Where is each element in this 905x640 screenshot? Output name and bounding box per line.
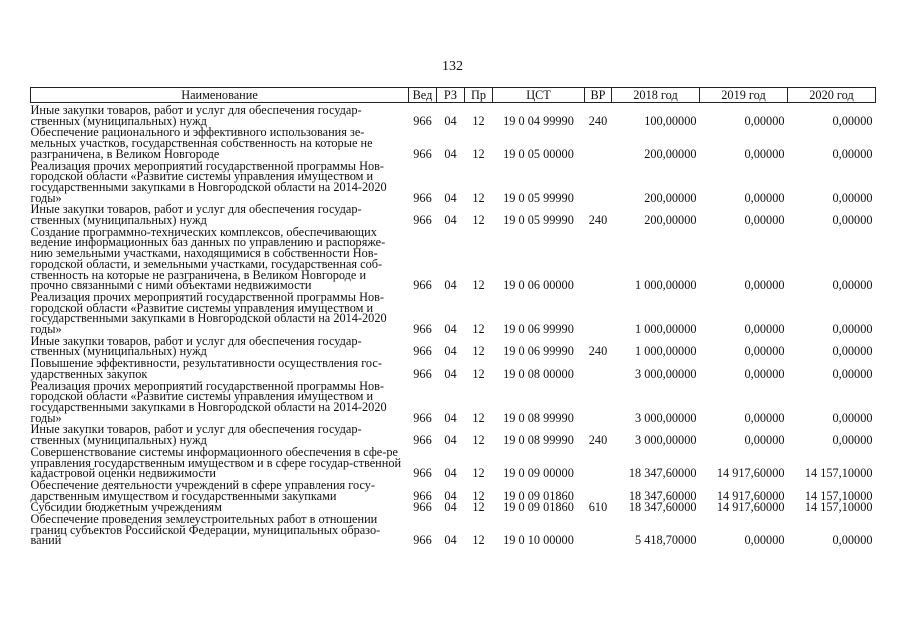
cell-2018: 1 000,00000: [635, 344, 697, 359]
table-row: [31, 423, 876, 445]
cell-2018: 3 000,00000: [635, 433, 697, 448]
cell-name: Иные закупки товаров, работ и услуг для обеспечения государ-ственных (муниципальных) нужд: [30, 103, 362, 128]
cell-2019: 0,00000: [744, 146, 785, 161]
cell-vr: 240: [588, 433, 608, 448]
cell-rz: 04: [444, 278, 457, 293]
cell-ved: 966: [413, 533, 432, 548]
cell-rz: 04: [444, 213, 457, 228]
cell-2020: 0,00000: [832, 344, 873, 359]
cell-vr: 240: [588, 113, 608, 128]
cell-2020: 0,00000: [832, 190, 873, 205]
cell-cst: 19 0 09 00000: [503, 466, 574, 481]
cell-rz: 04: [444, 433, 457, 448]
cell-vr: [585, 160, 612, 204]
cell-ved: 966: [413, 278, 432, 293]
cell-ved: 966: [413, 213, 432, 228]
table-row: [31, 160, 876, 204]
cell-ved: 966: [413, 488, 432, 503]
col-header-2020: 2020 год: [788, 88, 876, 103]
cell-rz: 04: [444, 500, 457, 515]
cell-rz: 04: [444, 366, 457, 381]
cell-2019: 0,00000: [744, 322, 785, 337]
cell-pr: 12: [472, 113, 485, 128]
cell-cst: 19 0 05 99990: [503, 190, 574, 205]
cell-vr: [585, 479, 612, 501]
cell-ved: 966: [413, 322, 432, 337]
cell-pr: 12: [472, 146, 485, 161]
cell-rz: 04: [444, 190, 457, 205]
cell-2019: 0,00000: [744, 433, 785, 448]
cell-ved: 966: [413, 113, 432, 128]
cell-2020: 0,00000: [832, 322, 873, 337]
cell-name: Создание программно-технических комплексов, обеспечивающих ведение информационных баз данных по управлению и распоряже-нию земельными участками, находящимися в собственности Нов-городской области, и земельными участками, государственная соб-ственность на которые не разграничена, в Великом Новгороде и прочно связанными с ними объектами недвижимости: [30, 224, 386, 293]
cell-2019: 0,00000: [744, 190, 785, 205]
table-row: [31, 335, 876, 357]
cell-rz: 04: [444, 533, 457, 548]
table-row: [31, 446, 876, 479]
cell-2019: 0,00000: [744, 344, 785, 359]
cell-ved: 966: [413, 366, 432, 381]
cell-name: Совершенствование системы информационного обеспечения в сфе-ре управления государственным имуществом и в сфере государ-ственной кадастровой оценки недвижимости: [30, 444, 402, 481]
cell-pr: 12: [472, 410, 485, 425]
cell-vr: [585, 357, 612, 379]
cell-cst: 19 0 06 00000: [503, 278, 574, 293]
cell-2019: 14 917,60000: [716, 488, 785, 503]
cell-2019: 14 917,60000: [716, 466, 785, 481]
cell-rz: 04: [444, 344, 457, 359]
cell-2018: 100,00000: [644, 113, 697, 128]
cell-cst: 19 0 04 99990: [503, 113, 574, 128]
cell-pr: 12: [472, 322, 485, 337]
col-header-rz: РЗ: [437, 88, 465, 103]
cell-name: Обеспечение рационального и эффективного использования зе-мельных участков, государственная собственность на которые не разграничена, в Великом Новгороде: [30, 125, 373, 161]
cell-cst: 19 0 09 01860: [503, 488, 574, 503]
cell-name: Иные закупки товаров, работ и услуг для обеспечения государ-ственных (муниципальных) нужд: [30, 333, 362, 359]
cell-2018: 3 000,00000: [635, 410, 697, 425]
cell-pr: 12: [472, 433, 485, 448]
cell-vr: [585, 513, 612, 546]
table-row: [31, 203, 876, 225]
cell-name: Субсидии бюджетным учреждениям: [30, 500, 222, 515]
cell-pr: 12: [472, 344, 485, 359]
table-row: [31, 103, 876, 127]
table-row: [31, 479, 876, 501]
cell-2019: 0,00000: [744, 410, 785, 425]
col-header-ved: Вед: [409, 88, 437, 103]
cell-name: Реализация прочих мероприятий государственной программы Нов-городской области «Развитие системы управления имуществом и государственными закупками в Новгородской области на 2014-2020 годы»: [30, 158, 387, 205]
cell-name: Обеспечение деятельности учреждений в сфере управления госу-дарственным имуществом и государственными закупками: [30, 477, 375, 503]
cell-2018: 18 347,60000: [628, 500, 697, 515]
cell-vr: [585, 446, 612, 479]
cell-2018: 18 347,60000: [628, 466, 697, 481]
cell-rz: 04: [444, 113, 457, 128]
cell-2018: 1 000,00000: [635, 322, 697, 337]
cell-name: Иные закупки товаров, работ и услуг для обеспечения государ-ственных (муниципальных) нужд: [30, 202, 362, 228]
cell-2020: 0,00000: [832, 213, 873, 228]
cell-cst: 19 0 06 99990: [503, 344, 574, 359]
table-header-row: [31, 88, 876, 103]
cell-pr: 12: [472, 533, 485, 548]
table-row: [31, 126, 876, 159]
col-header-name: Наименование: [31, 88, 409, 103]
table-body: [31, 103, 876, 547]
cell-2019: 14 917,60000: [716, 500, 785, 515]
cell-rz: 04: [444, 322, 457, 337]
cell-pr: 12: [472, 190, 485, 205]
cell-2020: 14 157,10000: [804, 488, 873, 503]
cell-name: Повышение эффективности, результативности осуществления гос-ударственных закупок: [30, 356, 382, 381]
cell-name: Иные закупки товаров, работ и услуг для обеспечения государ-ственных (муниципальных) нужд: [30, 422, 362, 448]
cell-vr: 240: [588, 213, 608, 228]
cell-rz: 04: [444, 466, 457, 481]
cell-rz: 04: [444, 146, 457, 161]
cell-2020: 0,00000: [832, 113, 873, 128]
table-row: [31, 226, 876, 291]
cell-pr: 12: [472, 466, 485, 481]
cell-ved: 966: [413, 410, 432, 425]
cell-rz: 04: [444, 410, 457, 425]
cell-ved: 966: [413, 466, 432, 481]
cell-2020: 0,00000: [832, 433, 873, 448]
cell-cst: 19 0 08 99990: [503, 410, 574, 425]
cell-name: Реализация прочих мероприятий государственной программы Нов-городской области «Развитие системы управления имуществом и государственными закупками в Новгородской области на 2014-2020 годы»: [30, 289, 387, 337]
cell-2018: 200,00000: [644, 213, 697, 228]
col-header-cst: ЦСТ: [493, 88, 585, 103]
cell-vr: 240: [588, 344, 608, 359]
cell-2020: 0,00000: [832, 410, 873, 425]
cell-rz: 04: [444, 488, 457, 503]
cell-cst: 19 0 09 01860: [503, 500, 574, 515]
cell-2020: 0,00000: [832, 146, 873, 161]
cell-cst: 19 0 08 99990: [503, 433, 574, 448]
cell-ved: 966: [413, 344, 432, 359]
cell-2019: 0,00000: [744, 113, 785, 128]
budget-table: [30, 87, 876, 546]
cell-2020: 0,00000: [832, 366, 873, 381]
cell-2020: 0,00000: [832, 278, 873, 293]
cell-2018: 5 418,70000: [635, 533, 697, 548]
table-row: [31, 513, 876, 546]
cell-pr: 12: [472, 213, 485, 228]
cell-2018: 3 000,00000: [635, 366, 697, 381]
cell-pr: 12: [472, 488, 485, 503]
cell-cst: 19 0 05 99990: [503, 213, 574, 228]
cell-vr: [585, 126, 612, 159]
cell-2019: 0,00000: [744, 213, 785, 228]
cell-pr: 12: [472, 366, 485, 381]
cell-2019: 0,00000: [744, 533, 785, 548]
cell-cst: 19 0 05 00000: [503, 146, 574, 161]
cell-2020: 0,00000: [832, 533, 873, 548]
cell-ved: 966: [413, 146, 432, 161]
cell-name: Реализация прочих мероприятий государственной программы Нов-городской области «Развитие системы управления имуществом и государственными закупками в Новгородской области на 2014-2020 годы»: [30, 378, 387, 425]
cell-2018: 200,00000: [644, 146, 697, 161]
table-row: [31, 380, 876, 424]
col-header-vr: ВР: [585, 88, 612, 103]
cell-2019: 0,00000: [744, 366, 785, 381]
cell-2018: 200,00000: [644, 190, 697, 205]
cell-cst: 19 0 08 00000: [503, 366, 574, 381]
cell-ved: 966: [413, 500, 432, 515]
cell-ved: 966: [413, 433, 432, 448]
table-row: [31, 291, 876, 335]
cell-pr: 12: [472, 500, 485, 515]
cell-2019: 0,00000: [744, 278, 785, 293]
table-row: [31, 357, 876, 379]
page-number: 132: [442, 59, 463, 74]
cell-vr: [585, 380, 612, 424]
cell-cst: 19 0 10 00000: [503, 533, 574, 548]
cell-cst: 19 0 06 99990: [503, 322, 574, 337]
cell-vr: [585, 291, 612, 335]
cell-name: Обеспечение проведения землеустроительных работ в отношении границ субъектов Российской Федерации, муниципальных образо-ваний: [30, 512, 381, 548]
cell-vr: [585, 226, 612, 291]
cell-2020: 14 157,10000: [804, 466, 873, 481]
cell-2018: 1 000,00000: [635, 278, 697, 293]
cell-ved: 966: [413, 190, 432, 205]
col-header-2018: 2018 год: [612, 88, 700, 103]
cell-vr: 610: [588, 500, 608, 515]
cell-pr: 12: [472, 278, 485, 293]
col-header-pr: Пр: [465, 88, 493, 103]
cell-2018: 18 347,60000: [628, 488, 697, 503]
cell-2020: 14 157,10000: [804, 500, 873, 515]
col-header-2019: 2019 год: [700, 88, 788, 103]
